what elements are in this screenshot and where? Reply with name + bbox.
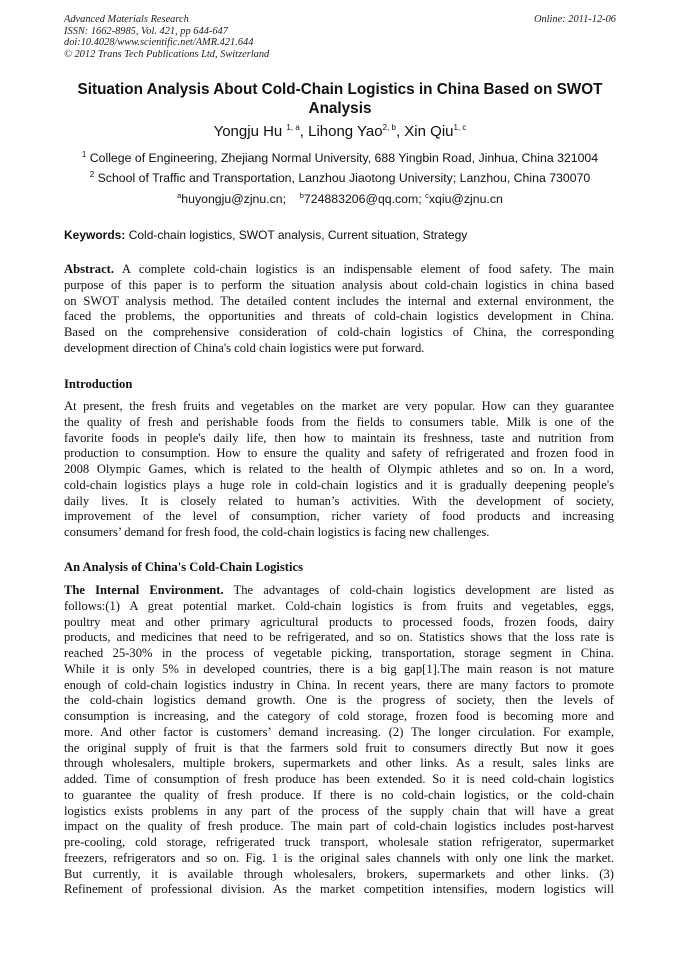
analysis-line: to guarantee the quality of fresh produce. If there is no cold-chain logistics, or the cold-chain (64, 787, 614, 802)
analysis-line: But currently, it is available through wholesalers, brokers, supermarkets and other links. (3) (64, 866, 614, 881)
email-a[interactable]: huyongju@zjnu.cn; (181, 192, 287, 206)
email-line (64, 192, 616, 207)
doi-line: doi:10.4028/www.scientific.net/AMR.421.644 (64, 37, 254, 49)
title-line-1: Situation Analysis About Cold-Chain Logistics in China Based on SWOT (77, 81, 603, 98)
affiliation-2-mark: 2 (89, 169, 95, 179)
introduction-line: 2008 Olympic Games, which is related to the health of Olympic athletes and so on. In a word, (64, 462, 614, 476)
email-b[interactable]: 724883206@qq.com; (303, 192, 426, 206)
abstract-line: development direction of China's cold chain logistics were put forward. (64, 340, 425, 355)
introduction-line: cold-chain logistics plays a huge role in cold-chain logistics and it is gradually deepening people's (64, 477, 614, 492)
abstract-label: Abstract. (64, 262, 115, 276)
affiliation-2 (64, 171, 616, 186)
introduction-line: improvement of the level of consumption, richer variety of food products and increasing (64, 509, 614, 524)
analysis-line: the original supply of fruit is that the farmers sold fruit to consumers directly But now it goes (64, 740, 614, 755)
online-date: Online: 2011-12-06 (533, 14, 616, 25)
email-c-mark: c (425, 190, 429, 200)
analysis-line: The Internal Environment. The advantages of cold-chain logistics development are listed as (64, 583, 614, 597)
affiliation-1-text: College of Engineering, Zhejiang Normal University, 688 Yingbin Road, Jinhua, China 321004 (86, 151, 599, 165)
email-a-mark: a (177, 190, 182, 200)
abstract-line: faced the problems, the opportunities and threats of cold-chain logistics development in China. (64, 309, 614, 324)
introduction-line: favorite foods in people's daily life, then how to maintain its freshness, taste and nutrition from (64, 430, 614, 445)
abstract-line: Based on the comprehensive consideration of cold-chain logistics of China, the corresponding (64, 325, 614, 339)
internal-environment-lead: The Internal Environment. (64, 583, 224, 597)
analysis-line: products, and medicines that need to be refrigerated, and so on. Statistics shows that the loss rate is (64, 630, 614, 645)
analysis-line: through wholesalers, multiple brokers, supermarkets and other links. As a result, sales links are (64, 756, 614, 771)
analysis-line: added. Time of consumption of fresh produce has been extended. So it is need cold-chain logistics (64, 772, 614, 786)
analysis-line: more. And other factor is customers’ demand increasing. (2) The longer circulation. For example, (64, 724, 614, 739)
keywords (64, 228, 616, 243)
internal-environment-paragraph (64, 583, 614, 898)
affiliation-2-text: School of Traffic and Transportation, Lanzhou Jiaotong University; Lanzhou, China 730070 (94, 171, 591, 185)
affiliation-1 (64, 151, 616, 166)
author-2-affil: 2, b (382, 123, 396, 132)
title-line-2: Analysis (308, 100, 372, 117)
analysis-line: enough of cold-chain logistics industry in China. In recent years, there are many factors to promote (64, 677, 614, 692)
introduction-paragraph (64, 399, 614, 541)
author-2: , Lihong Yao (299, 123, 383, 140)
author-3-affil: 1, c (453, 123, 467, 132)
analysis-line: the cold-chain logistics demand growth. One is the progress of society, then the levels of (64, 693, 614, 708)
author-1-affil: 1, a (286, 123, 300, 132)
paper-title (64, 80, 616, 118)
abstract-paragraph (64, 262, 614, 357)
analysis-line: reached 25-30% in the process of vegetable picking, transportation, storage segment in China. (64, 646, 614, 660)
copyright-line: © 2012 Trans Tech Publications Ltd, Switzerland (64, 48, 270, 60)
keywords-text: Cold-chain logistics, SWOT analysis, Current situation, Strategy (125, 228, 468, 242)
introduction-heading: Introduction (64, 377, 133, 391)
author-1: Yongju Hu (213, 123, 287, 140)
email-b-mark: b (299, 190, 304, 200)
abstract-line: on SWOT analysis method. The detailed content includes the internal and external environment, the (64, 293, 614, 308)
introduction-line: consumers’ demand for fresh food, the cold-chain logistics is facing new challenges. (64, 525, 490, 539)
keywords-label: Keywords: (64, 228, 126, 242)
journal-name: Advanced Materials Research (64, 14, 189, 25)
analysis-heading: An Analysis of China's Cold-Chain Logistics (64, 560, 303, 574)
analysis-line: follows:(1) A great potential market. Cold-chain logistics is from fruits and vegetables, eggs, (64, 598, 614, 613)
author-list (64, 123, 616, 141)
analysis-line: freezers, refrigerators and so on. Fig. 1 is the original sales channels with only one link the market. (64, 850, 614, 865)
introduction-line: At present, the fresh fruits and vegetables on the market are very popular. How can they guarantee (64, 399, 614, 413)
abstract-line: Abstract. A complete cold-chain logistics is an indispensable element of food safety. The main (64, 262, 614, 276)
analysis-line: While it is only 5% in developed countries, there is a big gap[1].The main reason is not mature (64, 661, 614, 676)
analysis-line: pre-cooling, cold storage, refrigerated truck transport, wholesale station refrigerator, supermarket (64, 835, 614, 849)
journal-header (64, 14, 269, 60)
analysis-line: poultry meat and other primary agricultural products to processed foods, frozen foods, dairy (64, 614, 614, 629)
abstract-line: purpose of this paper is to perform the situation analysis about cold-chain logistics in china based (64, 277, 614, 292)
analysis-line: logistics exists problems in any part of the process of the supply chain that will have a great (64, 803, 614, 818)
analysis-line: Refinement of professional division. As the market competition intensifies, modern logistics will (64, 882, 614, 897)
issn-line: ISSN: 1662-8985, Vol. 421, pp 644-647 (64, 25, 228, 37)
introduction-line: production to consumption. How to ensure the quality and safety of refrigerated and frozen food in (64, 446, 614, 461)
affiliation-1-mark: 1 (81, 149, 87, 159)
author-3: , Xin Qiu (395, 123, 454, 140)
introduction-line: the quality of fresh and perishable foods from the fields to consumers table. Milk is one of the (64, 414, 614, 429)
introduction-line: daily lives. It is closely related to human’s activities. With the development of society, (64, 493, 614, 508)
analysis-line: consumption is increasing, and the category of cold storage, frozen food is becoming more and (64, 709, 614, 723)
analysis-line: impact on the quality of fresh produce. The main part of cold-chain logistics includes post-harvest (64, 819, 614, 834)
email-c[interactable]: xqiu@zjnu.cn (428, 192, 503, 206)
